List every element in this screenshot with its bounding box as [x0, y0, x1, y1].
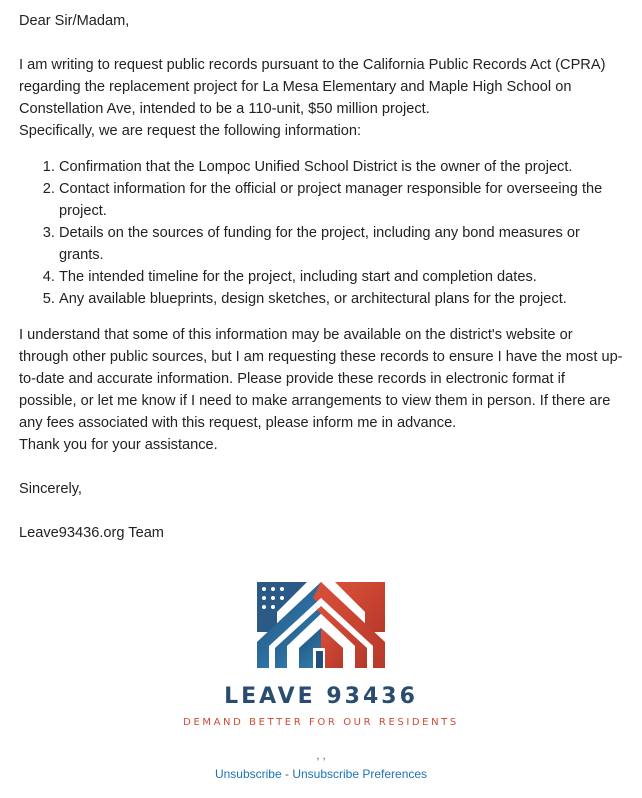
intro-paragraph: I am writing to request public records pursuant to the California Public Records Act (CPRA) regarding the replacement project for La Mesa Elementary and Maple High School on Constellation Ave, intended to be a 110-unit, $50 million project. — [19, 57, 606, 117]
list-item: 4. The intended timeline for the project, including start and completion dates. — [59, 266, 623, 288]
signature: Leave93436.org Team — [19, 525, 164, 541]
intro-specifically: Specifically, we are request the following information: — [19, 123, 362, 139]
list-item: 2. Contact information for the official or project manager responsible for overseeing the project. — [59, 178, 623, 222]
unsubscribe-preferences-link[interactable]: Unsubscribe Preferences — [292, 767, 428, 781]
list-item: 3. Details on the sources of funding for the project, including any bond measures or grants. — [59, 222, 623, 266]
list-item: 5. Any available blueprints, design sketches, or architectural plans for the project. — [59, 288, 623, 310]
brand-tagline: DEMAND BETTER FOR OUR RESIDENTS — [183, 717, 459, 728]
thanks-line: Thank you for your assistance. — [19, 437, 218, 453]
salutation: Dear Sir/Madam, — [19, 13, 130, 29]
email-body — [19, 10, 623, 544]
address-line: , , — [316, 750, 326, 762]
link-separator: - — [281, 767, 293, 781]
body-paragraph: I understand that some of this information may be available on the district's website or through other public sources, but I am requesting these records to ensure I have the most up-to-date and accurate information. Please provide these records in electronic format if possible, or let me know if I need to make arrangements to view them in person. If there are any fees associated with this request, please inform me in advance. — [19, 327, 623, 431]
closing: Sincerely, — [19, 481, 82, 497]
house-flag-logo-icon — [255, 580, 387, 672]
unsubscribe-link[interactable]: Unsubscribe — [214, 767, 282, 781]
email-footer — [0, 580, 642, 782]
list-item: 1. Confirmation that the Lompoc Unified School District is the owner of the project. — [59, 156, 623, 178]
unsubscribe-links — [0, 766, 642, 782]
request-list — [19, 156, 623, 310]
brand-name: LEAVE 93436 — [224, 684, 418, 709]
